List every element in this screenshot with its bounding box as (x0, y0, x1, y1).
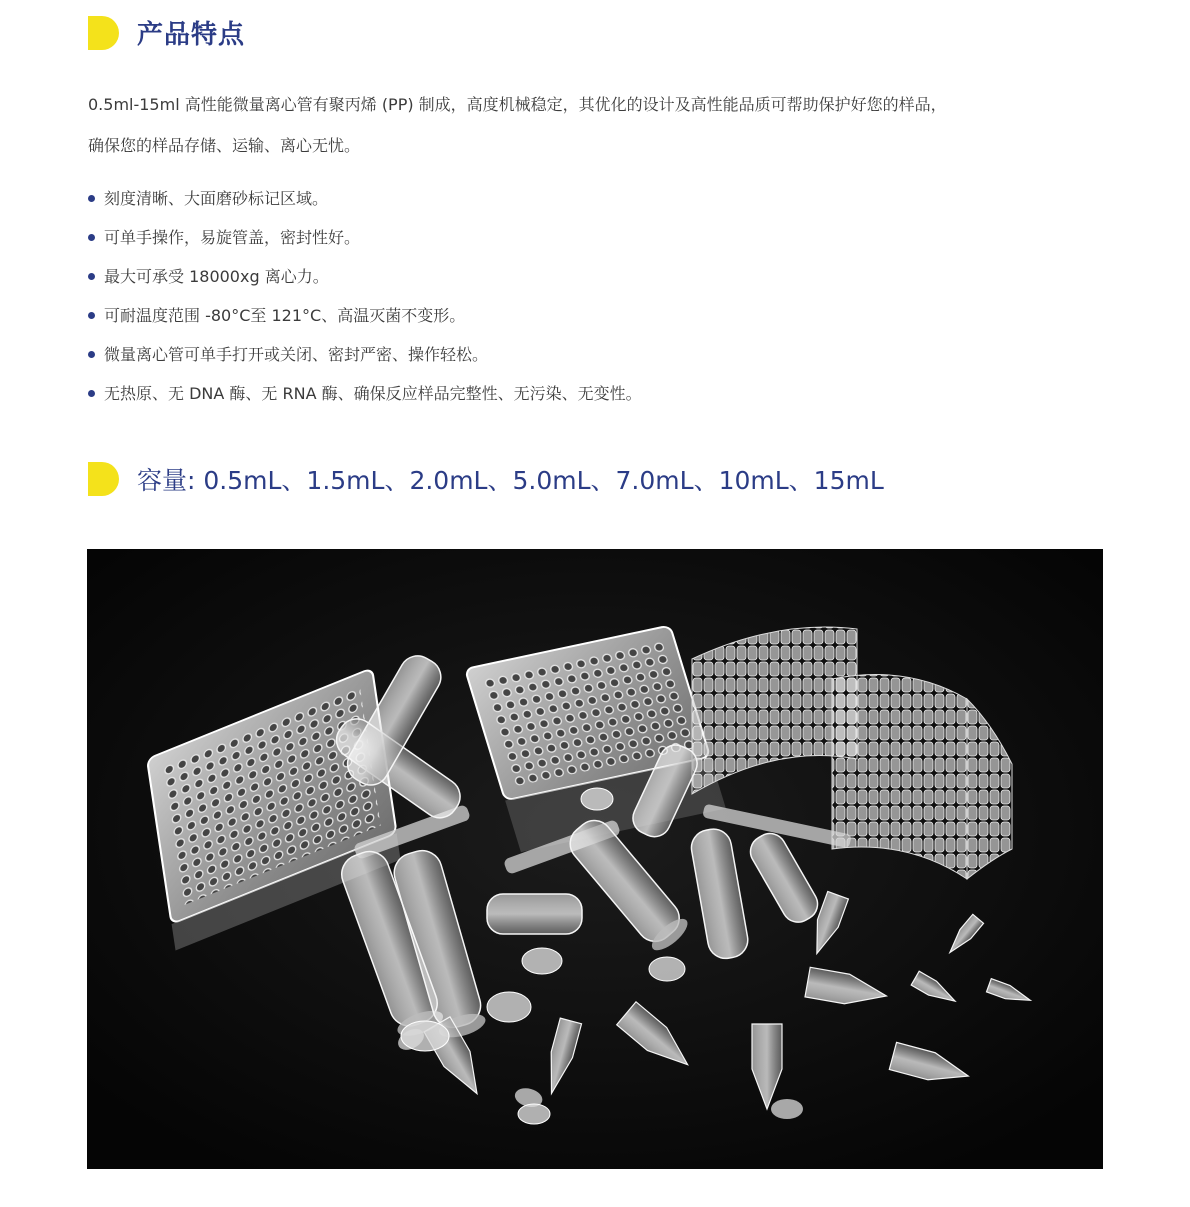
intro-line-2: 确保您的样品存储、运输、离心无忧。 (88, 136, 361, 155)
feature-text: 微量离心管可单手打开或关闭、密封严密、操作轻松。 (104, 345, 489, 364)
feature-item (88, 334, 642, 373)
capacity-title: 容量: 0.5mL、1.5mL、2.0mL、5.0mL、7.0mL、10mL、15mL (137, 466, 884, 495)
feature-item (88, 373, 642, 412)
feature-text: 可单手操作，易旋管盖，密封性好。 (104, 228, 361, 247)
feature-text: 可耐温度范围 -80°C至 121°C、高温灭菌不变形。 (104, 306, 466, 325)
feature-item (88, 256, 642, 295)
capacity-heading (88, 461, 884, 497)
bullet-dot-icon (88, 195, 95, 202)
cap-6 (518, 1104, 550, 1124)
product-illustration (87, 549, 1103, 1169)
features-title: 产品特点 (137, 20, 246, 50)
feature-text: 最大可承受 18000xg 离心力。 (104, 267, 329, 286)
bullet-dot-icon (88, 234, 95, 241)
feature-item (88, 295, 642, 334)
bullet-dot-icon (88, 273, 95, 280)
intro-paragraph (88, 84, 1103, 166)
bullet-dot-icon (88, 390, 95, 397)
feature-text: 无热原、无 DNA 酶、无 RNA 酶、确保反应样品完整性、无污染、无变性。 (104, 384, 642, 403)
bullet-dot-icon (88, 312, 95, 319)
intro-line-1: 0.5ml-15ml 高性能微量离心管有聚丙烯 (PP) 制成，高度机械稳定，其优化的设计及高性能品质可帮助保护好您的样品， (88, 95, 947, 114)
features-heading (88, 14, 245, 51)
feature-text: 刻度清晰、大面磨砂标记区域。 (104, 189, 329, 208)
cap-3 (522, 948, 562, 974)
feature-item (88, 178, 642, 217)
cap-1 (487, 992, 531, 1022)
section-marker-icon (88, 16, 122, 50)
section-marker-icon (88, 462, 122, 496)
product-photo (87, 549, 1103, 1169)
tube-2ml-center (487, 894, 582, 934)
bullet-dot-icon (88, 351, 95, 358)
feature-item (88, 217, 642, 256)
cap-2 (401, 1021, 449, 1051)
cap-5 (581, 788, 613, 810)
feature-list (88, 178, 642, 412)
cap-4 (649, 957, 685, 981)
